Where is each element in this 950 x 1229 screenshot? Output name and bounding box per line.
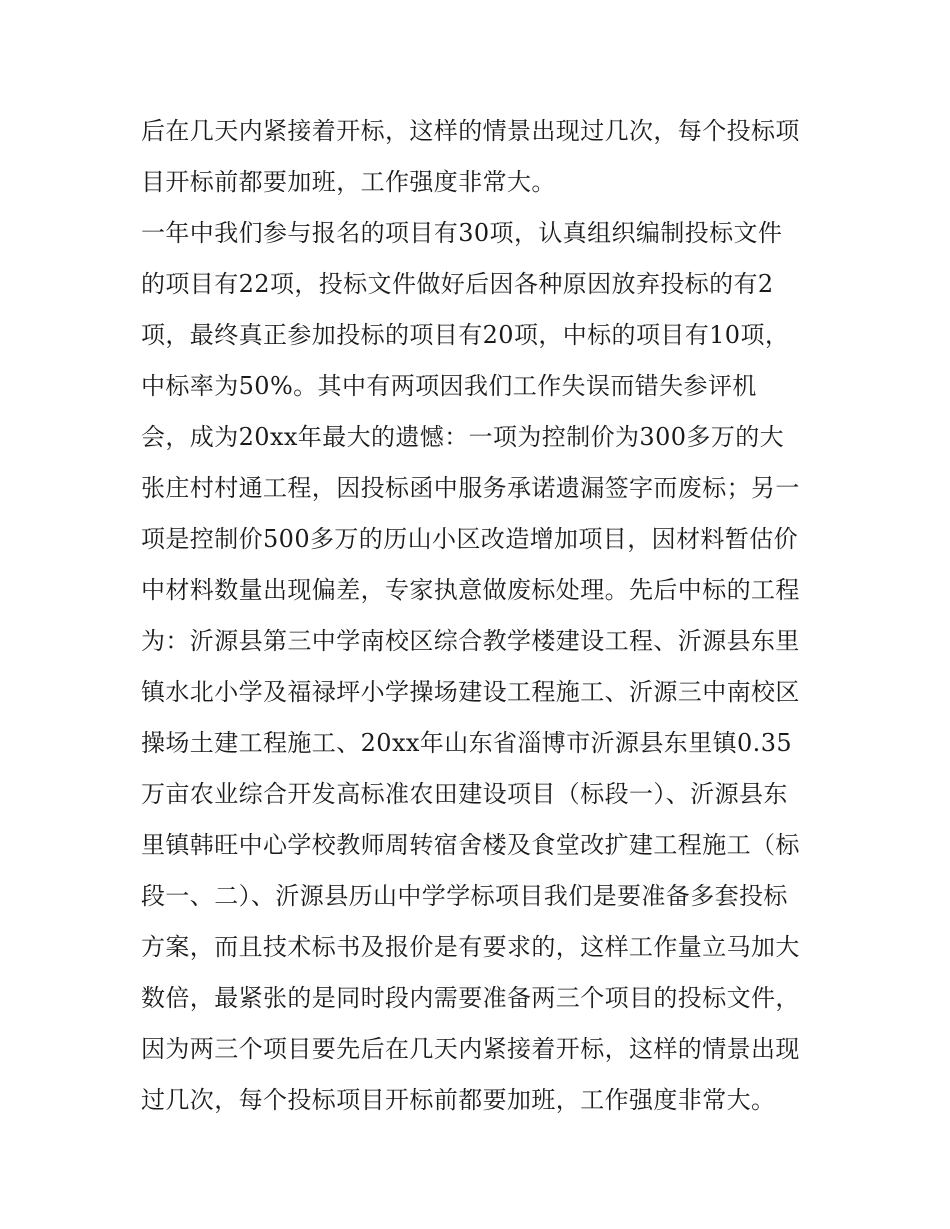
text-line: 为：沂源县第三中学南校区综合教学楼建设工程、沂源县东里 bbox=[141, 627, 800, 655]
text-line: 中标率为50%。其中有两项因我们工作失误而错失参评机 bbox=[141, 372, 757, 400]
text-line: 里镇韩旺中心学校教师周转宿舍楼及食堂改扩建工程施工（标 bbox=[141, 831, 800, 859]
text-line: 中材料数量出现偏差，专家执意做废标处理。先后中标的工程 bbox=[141, 576, 800, 604]
text-line: 一年中我们参与报名的项目有30项，认真组织编制投标文件 bbox=[141, 219, 783, 247]
body-text bbox=[141, 106, 821, 1126]
text-line: 数倍，最紧张的是同时段内需要准备两三个项目的投标文件， bbox=[141, 984, 800, 1012]
text-line: 万亩农业综合开发高标准农田建设项目（标段一）、沂源县东 bbox=[141, 780, 788, 808]
text-line: 会，成为20xx年最大的遗憾：一项为控制价为300多万的大 bbox=[141, 423, 785, 451]
text-line: 段一、二）、沂源县历山中学学标项目我们是要准备多套投标 bbox=[141, 882, 788, 910]
text-line: 后在几天内紧接着开标，这样的情景出现过几次，每个投标项 bbox=[141, 117, 800, 145]
text-line: 操场土建工程施工、20xx年山东省淄博市沂源县东里镇0.35 bbox=[141, 729, 793, 757]
text-line: 因为两三个项目要先后在几天内紧接着开标，这样的情景出现 bbox=[141, 1035, 800, 1063]
text-line: 项，最终真正参加投标的项目有20项，中标的项目有10项， bbox=[141, 321, 790, 349]
text-line: 方案，而且技术标书及报价是有要求的，这样工作量立马加大 bbox=[141, 933, 800, 961]
text-line: 项是控制价500多万的历山小区改造增加项目，因材料暂估价 bbox=[141, 525, 799, 553]
text-line: 张庄村村通工程，因投标函中服务承诺遗漏签字而废标；另一 bbox=[141, 474, 800, 502]
text-line: 目开标前都要加班，工作强度非常大。 bbox=[141, 168, 556, 196]
text-line: 镇水北小学及福禄坪小学操场建设工程施工、沂源三中南校区 bbox=[141, 678, 800, 706]
text-line: 的项目有22项，投标文件做好后因各种原因放弃投标的有2 bbox=[141, 270, 774, 298]
text-line: 过几次，每个投标项目开标前都要加班，工作强度非常大。 bbox=[141, 1086, 776, 1114]
